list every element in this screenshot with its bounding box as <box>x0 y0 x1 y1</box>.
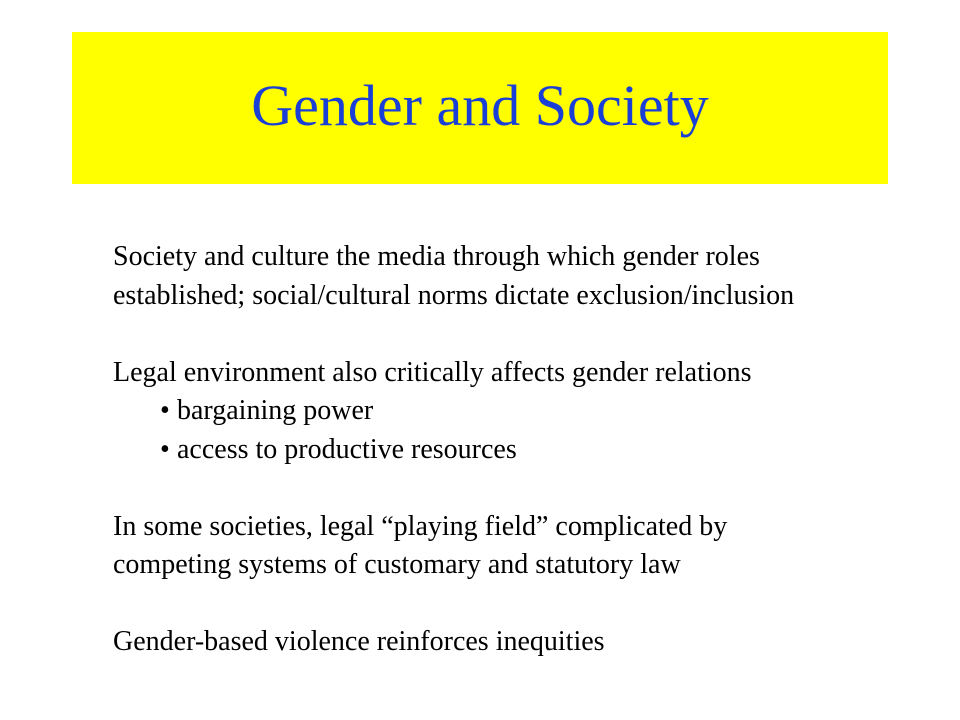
paragraph-1-line-2: established; social/cultural norms dictate exclusion/inclusion <box>113 279 795 311</box>
title-band <box>72 32 888 184</box>
bullet-text: access to productive resources <box>177 433 517 465</box>
bullet-item <box>113 392 903 431</box>
paragraph-spacer <box>113 585 903 624</box>
paragraph-2-line-1: Legal environment also critically affects gender relations <box>113 356 752 388</box>
slide-body <box>113 238 903 662</box>
paragraph-3-line-2: competing systems of customary and statutory law <box>113 549 681 580</box>
paragraph-4-line-1: Gender-based violence reinforces inequities <box>113 626 605 657</box>
paragraph-3-line-1: In some societies, legal “playing field” complicated by <box>113 510 728 542</box>
paragraph-spacer <box>113 315 903 354</box>
slide-title: Gender and Society <box>251 73 709 138</box>
bullet-item <box>113 431 903 470</box>
bullet-icon: • <box>160 433 170 465</box>
bullet-icon: • <box>160 395 170 426</box>
paragraph-spacer <box>113 469 903 508</box>
bullet-text: bargaining power <box>177 395 374 426</box>
paragraph-1-line-1: Society and culture the media through which gender roles <box>113 241 760 272</box>
